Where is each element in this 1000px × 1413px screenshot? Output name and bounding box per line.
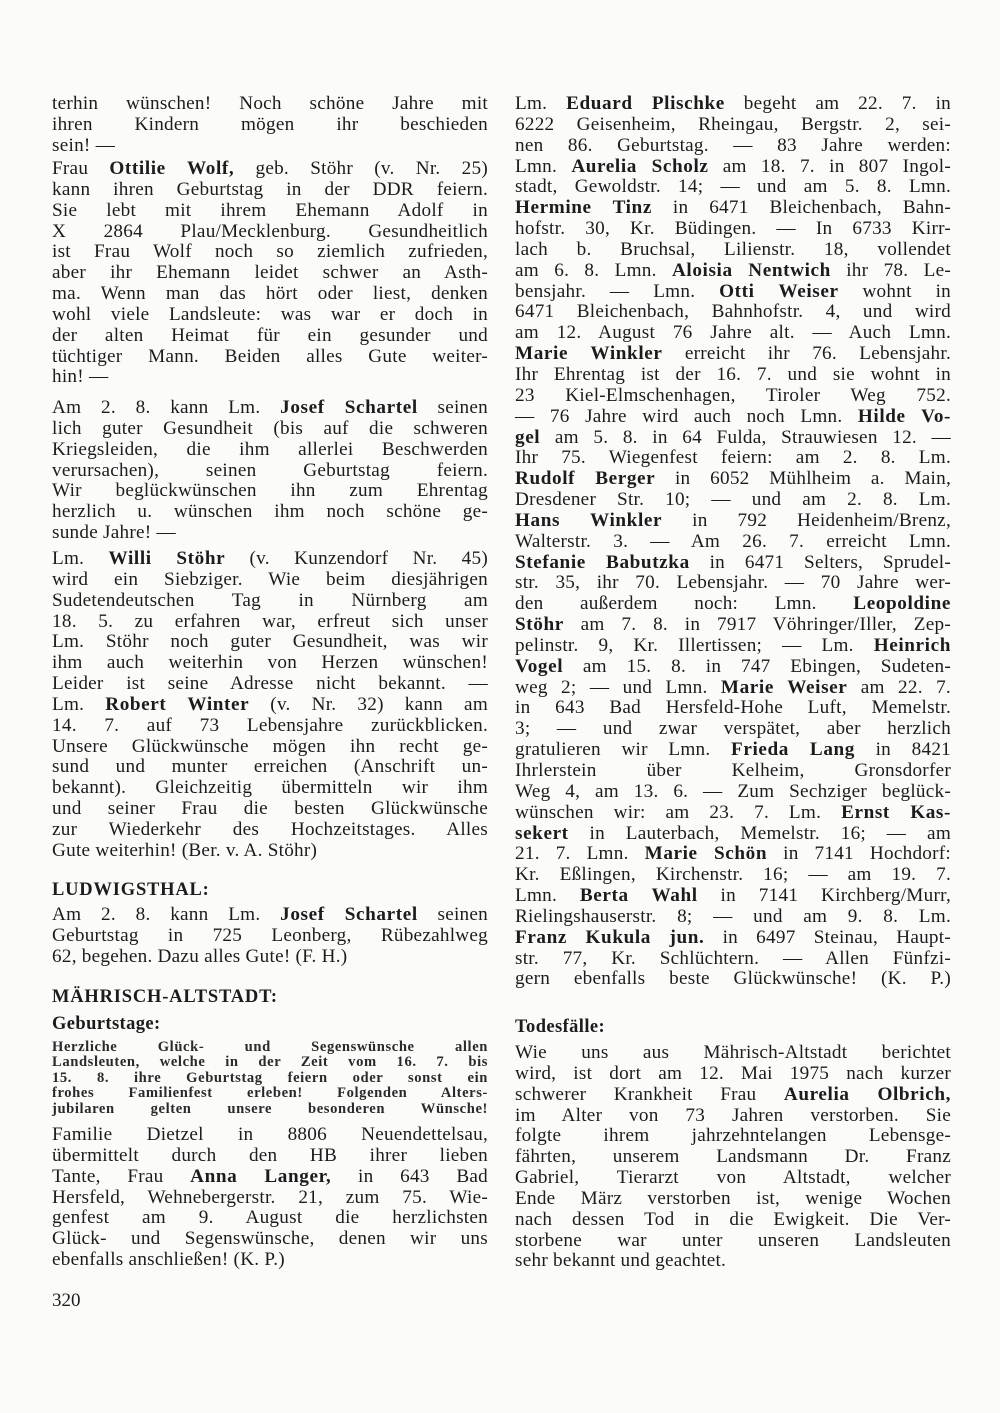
text-line: 6471 Bleichenbach, Bahnhofstr. 4, und wird <box>515 301 951 323</box>
person-name: Anna Langer, <box>190 1165 332 1187</box>
text-line <box>515 928 951 949</box>
text-segment: am 22. 7. <box>847 676 951 698</box>
text-segment: Frau <box>52 158 110 179</box>
person-name: Aurelia Scholz <box>571 155 709 177</box>
person-name: Franz Kukula jun. <box>515 926 705 948</box>
text-line: 15. 8. ihre Geburtstag feiern oder sonst ein <box>52 1069 488 1086</box>
text-line: Sudetendeutschen Tag in Nürnberg am <box>52 589 488 611</box>
text-segment: Am 2. 8. kann Lm. <box>52 397 281 418</box>
text-segment: in 6471 Selters, Sprudel- <box>689 551 951 573</box>
person-name: Ottilie Wolf, <box>109 158 235 179</box>
text-line: Gabriel, Tierarzt von Altstadt, welcher <box>515 1167 951 1189</box>
text-line: Dresdener Str. 10; — und am 2. 8. Lm. <box>515 489 951 511</box>
paragraph <box>52 94 488 157</box>
text-line <box>515 511 951 532</box>
text-line <box>515 261 951 282</box>
text-line <box>515 886 951 907</box>
text-segment: Lm. <box>52 548 109 569</box>
text-segment: 21. 7. Lmn. <box>515 843 645 865</box>
text-line: nen 86. Geburtstag. — 83 Jahre werden: <box>515 134 951 156</box>
text-line <box>52 549 488 570</box>
text-line: ebenfalls anschließen! (K. P.) <box>52 1249 285 1271</box>
text-line <box>515 740 951 761</box>
text-segment: in 7141 Hochdorf: <box>767 843 951 865</box>
person-name: Rudolf Berger <box>515 468 656 490</box>
text-line: folgte ihrem jahrzehntelangen Lebensge- <box>515 1125 951 1147</box>
text-line <box>52 159 488 180</box>
text-segment: am 5. 8. in 64 Fulda, Strauwiesen 12. — <box>540 426 951 448</box>
text-segment: in 643 Bad <box>331 1165 488 1187</box>
text-segment: seinen <box>417 397 488 418</box>
text-segment: wohnt in <box>838 280 951 302</box>
text-line: Geburtstag in 725 Leonberg, Rübezahlweg <box>52 924 488 946</box>
text-line: kann ihren Geburtstag in der DDR feiern. <box>52 178 488 200</box>
text-line: tüchtiger Mann. Beiden alles Gute weiter- <box>52 345 488 367</box>
paragraph-birthdays-list <box>515 94 951 990</box>
text-line <box>515 407 951 428</box>
text-line: 62, begehen. Dazu alles Gute! (F. H.) <box>52 945 348 967</box>
text-line <box>515 657 951 678</box>
text-segment: begeht am 22. 7. in <box>724 93 951 114</box>
text-segment: in 792 Heidenheim/Brenz, <box>662 509 951 531</box>
text-segment: (v. Nr. 32) kann am <box>249 693 488 715</box>
text-line: Leider ist seine Adresse nicht bekannt. — <box>52 673 488 695</box>
text-line: ma. Wenn man das hört oder liest, denken <box>52 283 488 305</box>
text-line <box>515 678 951 699</box>
text-line: Kr. Eßlingen, Kirchenstr. 16; — am 19. 7. <box>515 864 951 886</box>
text-line: wird, ist dort am 12. Mai 1975 nach kurzer <box>515 1062 951 1084</box>
text-line: übermittelt durch den HB ihrer lieben <box>52 1144 488 1166</box>
text-segment: in 7141 Kirchberg/Murr, <box>697 885 951 907</box>
person-name: sekert <box>515 822 569 844</box>
person-name: Hermine Tinz <box>515 197 652 219</box>
person-name: Marie Weiser <box>720 676 848 698</box>
text-segment: in 8421 <box>855 739 952 761</box>
text-line: gern ebenfalls beste Glückwünsche! (K. P.) <box>515 968 951 990</box>
text-line: stadt, Gewoldstr. 14; — und am 5. 8. Lmn. <box>515 176 951 198</box>
text-line: 6222 Geisenheim, Rheingau, Bergstr. 2, sei- <box>515 113 951 135</box>
text-line: Rielingshauserstr. 8; — und am 9. 8. Lm. <box>515 905 951 927</box>
text-line: sunde Jahre! — <box>52 522 176 544</box>
text-segment: am 15. 8. in 747 Ebingen, Sudeten- <box>563 655 951 677</box>
text-segment: wünschen wir: am 23. 7. Lm. <box>515 801 842 823</box>
text-segment: erreicht ihr 76. Lebensjahr. <box>662 343 951 365</box>
text-line <box>515 344 951 365</box>
paragraph-anna-langer <box>52 1125 488 1271</box>
text-segment: Lmn. <box>515 885 580 907</box>
text-line: und seiner Frau die besten Glückwünsche <box>52 798 488 820</box>
text-segment: gratulieren wir Lmn. <box>515 739 732 761</box>
text-line <box>515 94 951 115</box>
text-line: Kriegsleiden, die ihm allerlei Beschwerden <box>52 438 488 460</box>
text-line: herzlich u. wünschen ihm noch schöne ge- <box>52 501 488 523</box>
text-line <box>515 553 951 574</box>
text-segment: in 6497 Steinau, Haupt- <box>704 926 951 948</box>
text-segment: Lmn. <box>515 155 572 177</box>
text-line: hofstr. 30, Kr. Büdingen. — In 6733 Kirr- <box>515 218 951 240</box>
text-line: Ihrlerstein über Kelheim, Gronsdorfer <box>515 760 951 781</box>
text-line: X 2864 Plau/Mecklenburg. Gesundheitlich <box>52 220 488 242</box>
text-segment: in Lauterbach, Memelstr. 16; — am <box>568 822 951 844</box>
text-line: Weg 4, am 13. 6. — Zum Sechziger beglück- <box>515 780 951 802</box>
text-line: Landsleuten, welche in der Zeit vom 16. 7. bis <box>52 1054 488 1071</box>
text-segment: Lm. <box>515 93 567 114</box>
text-segment: weg 2; — und Lmn. <box>515 676 721 698</box>
text-segment: geb. Stöhr (v. Nr. 25) <box>234 158 488 179</box>
text-segment: am 7. 8. in 7917 Vöhringer/Iller, Zep- <box>563 614 951 636</box>
page-number: 320 <box>52 1290 81 1311</box>
person-name: Hans Winkler <box>515 509 663 531</box>
text-line: Walterstr. 3. — Am 26. 7. erreicht Lmn. <box>515 530 951 552</box>
text-line <box>515 282 951 303</box>
text-segment: — 76 Jahre wird auch noch Lmn. <box>515 405 858 427</box>
text-segment: den außerdem noch: Lmn. <box>515 593 854 615</box>
section-heading-maehrisch-altstadt: MÄHRISCH-ALTSTADT: <box>52 987 278 1007</box>
text-line: Herzliche Glück- und Segenswünsche allen <box>52 1039 488 1055</box>
text-line: lich guter Gesundheit (bis auf die schweren <box>52 417 488 439</box>
text-line: fährten, unserem Landsmann Dr. Franz <box>515 1146 951 1168</box>
text-line: zur Wiederkehr des Hochzeitstages. Alles <box>52 818 488 840</box>
text-line: 23 Kiel-Elmschenhagen, Tiroler Weg 752. <box>515 384 951 406</box>
text-line <box>52 695 488 716</box>
person-name: Stefanie Babutzka <box>515 551 690 573</box>
person-name: Ernst Kas- <box>841 801 951 823</box>
text-line: sund und munter erreichen (Anschrift un- <box>52 756 488 778</box>
text-line <box>515 615 951 636</box>
text-line <box>52 1167 488 1188</box>
text-line <box>515 198 951 219</box>
text-line: ihren Kindern mögen ihr beschieden <box>52 113 488 135</box>
text-line <box>515 157 951 178</box>
subheading-todesfaelle: Todesfälle: <box>515 1017 606 1037</box>
paragraph-josef-schartel <box>52 398 488 544</box>
text-line: Unsere Glückwünsche mögen ihn recht ge- <box>52 735 488 757</box>
text-line: ist Frau Wolf noch so ziemlich zufrieden, <box>52 241 488 263</box>
text-segment: Am 2. 8. kann Lm. <box>52 904 281 925</box>
text-line <box>515 469 951 490</box>
text-line <box>515 1085 951 1106</box>
text-line: wohl viele Landsleute: was war er doch in <box>52 303 488 325</box>
person-name: Willi Stöhr <box>108 548 226 569</box>
text-line: Sie lebt mit ihrem Ehemann Adolf in <box>52 199 488 221</box>
person-name: Marie Schön <box>644 843 768 865</box>
person-name: Josef Schartel <box>280 904 418 925</box>
person-name: Stöhr <box>515 614 564 636</box>
text-segment: Tante, Frau <box>52 1165 191 1187</box>
text-line: nach dessen Tod in die Ewigkeit. Die Ver- <box>515 1208 951 1230</box>
text-line <box>515 636 951 657</box>
text-segment: Lm. <box>52 693 106 715</box>
text-line: Glück- und Segenswünsche, denen wir uns <box>52 1228 488 1250</box>
person-name: Otti Weiser <box>719 280 839 302</box>
text-line: Lm. Stöhr noch guter Gesundheit, was wir <box>52 631 488 653</box>
text-line: sehr bekannt und geachtet. <box>515 1250 727 1272</box>
subheading-geburtstage: Geburtstage: <box>52 1014 161 1034</box>
text-line: Gute weiterhin! (Ber. v. A. Stöhr) <box>52 839 318 861</box>
text-segment: in 6052 Mühlheim a. Main, <box>655 468 951 490</box>
text-segment: ihr 78. Le- <box>830 259 951 281</box>
text-line <box>52 905 488 926</box>
text-line: genfest am 9. August die herzlichsten <box>52 1207 488 1229</box>
text-line: 18. 5. zu erfahren war, erfreut sich unser <box>52 610 488 632</box>
text-line: wird ein Siebziger. Wie beim diesjährigen <box>52 568 488 590</box>
text-line <box>515 803 951 824</box>
text-line: Wir beglückwünschen ihn zum Ehrentag <box>52 480 488 502</box>
paragraph-ludwigsthal <box>52 905 488 968</box>
person-name: Heinrich <box>873 634 951 656</box>
text-line: am 12. August 76 Jahre alt. — Auch Lmn. <box>515 322 951 344</box>
text-line: Familie Dietzel in 8806 Neuendettelsau, <box>52 1124 488 1145</box>
text-line <box>52 398 488 419</box>
text-line: lach b. Bruchsal, Lilienstr. 18, vollendet <box>515 238 951 260</box>
paragraph-obituary <box>515 1043 951 1272</box>
paragraph-willi-stoehr <box>52 549 488 862</box>
text-line: Ihr Ehrentag ist der 16. 7. und sie wohnt in <box>515 363 951 385</box>
text-line: sein! — <box>52 134 116 156</box>
text-line: jubilaren gelten unsere besonderen Wünsche! <box>52 1100 488 1117</box>
text-line: str. 77, Kr. Schlüchtern. — Allen Fünfzi- <box>515 947 951 969</box>
text-line: verursachen), seinen Geburtstag feiern. <box>52 459 488 481</box>
person-name: gel <box>515 426 541 448</box>
text-line <box>515 594 951 615</box>
text-line: Ihr 75. Wiegenfest feiern: am 2. 8. Lm. <box>515 447 951 469</box>
paragraph-ottilie-wolf <box>52 159 488 388</box>
text-line: 14. 7. auf 73 Lebensjahre zurückblicken. <box>52 714 488 736</box>
text-line: aber ihr Ehemann leidet schwer an Asth- <box>52 262 488 284</box>
text-line: 3; — und zwar verspätet, aber herzlich <box>515 718 951 740</box>
text-segment: pelinstr. 9, Kr. Illertissen; — Lm. <box>515 634 874 656</box>
text-line <box>515 844 951 865</box>
text-line: ihm auch weiterhin von Herzen wünschen! <box>52 652 488 674</box>
text-segment: (v. Kunzendorf Nr. 45) <box>225 548 489 569</box>
person-name: Robert Winter <box>105 693 250 715</box>
text-line: frohes Familienfest erleben! Folgenden Alters- <box>52 1085 488 1102</box>
text-segment: am 18. 7. in 807 Ingol- <box>708 155 951 177</box>
text-line: terhin wünschen! Noch schöne Jahre mit <box>52 93 488 114</box>
person-name: Leopoldine <box>853 593 951 615</box>
person-name: Aloisia Nentwich <box>671 259 831 281</box>
text-line: Wie uns aus Mährisch-Altstadt berichtet <box>515 1042 951 1063</box>
section-heading-ludwigsthal: LUDWIGSTHAL: <box>52 880 210 900</box>
intro-paragraph <box>52 1040 488 1117</box>
text-line: hin! — <box>52 366 109 388</box>
person-name: Berta Wahl <box>579 885 698 907</box>
text-line <box>515 428 951 449</box>
text-segment: bensjahr. — Lmn. <box>515 280 720 302</box>
text-segment: schwerer Krankheit Frau <box>515 1083 784 1105</box>
text-line: im Alter von 73 Jahren verstorben. Sie <box>515 1104 951 1126</box>
person-name: Vogel <box>515 655 564 677</box>
person-name: Eduard Plischke <box>566 93 725 114</box>
text-line: str. 35, ihr 70. Lebensjahr. — 70 Jahre wer- <box>515 572 951 594</box>
text-line: der alten Heimat für ein gesunder und <box>52 324 488 346</box>
person-name: Aurelia Olbrich, <box>783 1083 952 1105</box>
person-name: Marie Winkler <box>515 343 663 365</box>
person-name: Josef Schartel <box>280 397 418 418</box>
text-line: Hersfeld, Wehnebergerstr. 21, zum 75. Wie- <box>52 1186 488 1208</box>
text-line: Ende März verstorben ist, wenige Wochen <box>515 1187 951 1209</box>
text-segment: am 6. 8. Lmn. <box>515 259 672 281</box>
text-segment: in 6471 Bleichenbach, Bahn- <box>651 197 951 219</box>
text-line: in 643 Bad Hersfeld-Hohe Luft, Memelstr. <box>515 697 951 719</box>
text-segment: seinen <box>417 904 488 925</box>
person-name: Frieda Lang <box>731 739 855 761</box>
person-name: Hilde Vo- <box>857 405 951 427</box>
text-line: bekannt). Gleichzeitig übermitteln wir ihm <box>52 777 488 799</box>
text-line <box>515 824 951 845</box>
text-line: storbene war unter unseren Landsleuten <box>515 1229 951 1251</box>
